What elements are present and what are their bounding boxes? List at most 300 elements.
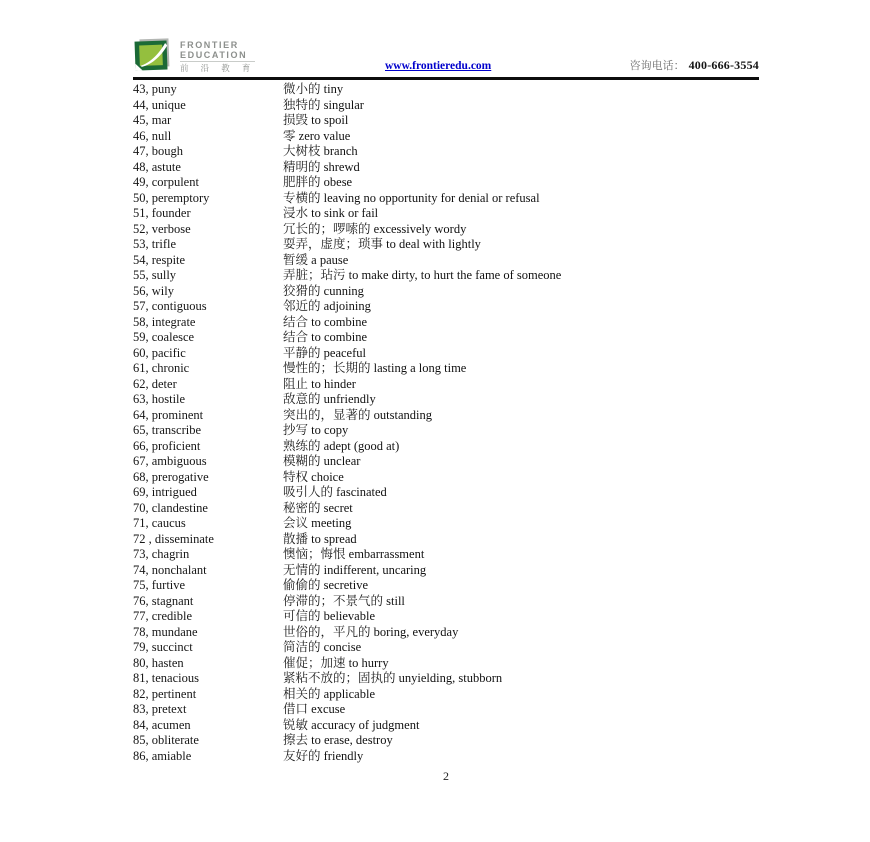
brand-name-chinese: 前 沿 教 育 (180, 63, 256, 73)
definition-chinese: 慢性的；长期的 (283, 361, 371, 375)
definition-chinese: 会议 (283, 516, 309, 530)
definition-chinese: 弄脏；玷污 (283, 268, 346, 282)
entry-definition-cell (283, 485, 759, 501)
definition-chinese: 懊恼；悔恨 (283, 547, 346, 561)
entry-word: obliterate (151, 733, 199, 747)
definition-english: choice (311, 469, 344, 484)
definition-chinese: 催促；加速 (283, 655, 346, 670)
definition-english: boring, everyday (373, 624, 459, 639)
entry-number: 85, (133, 733, 149, 747)
page-content (133, 40, 759, 784)
definition-english: excuse (311, 702, 346, 716)
entry-number: 81, (133, 671, 149, 685)
definition-english: embarrassment (348, 547, 425, 561)
entry-word-cell (133, 191, 283, 207)
entry-definition-cell (283, 268, 759, 284)
definition-english: branch (323, 144, 358, 158)
entry-word-cell (133, 718, 283, 734)
entry-word: astute (151, 159, 181, 174)
definition-chinese: 暂缓 (283, 252, 309, 267)
entry-number: 86, (133, 748, 149, 763)
definition-chinese: 阻止 (283, 376, 309, 391)
entry-definition-cell (283, 454, 759, 470)
entry-word-cell (133, 299, 283, 315)
entry-number: 64, (133, 407, 149, 422)
entry-word: nonchalant (151, 562, 207, 577)
definition-chinese: 停滞的；不景气的 (283, 593, 384, 608)
definition-chinese: 偷偷的 (283, 578, 321, 592)
vocab-row (133, 392, 759, 408)
entry-definition-cell (283, 377, 759, 393)
definition-chinese: 友好的 (283, 748, 321, 763)
entry-number: 83, (133, 702, 149, 716)
entry-word: credible (151, 609, 193, 623)
entry-number: 53, (133, 237, 149, 251)
definition-english: to spoil (311, 113, 349, 127)
definition-chinese: 秘密的 (283, 500, 321, 515)
entry-definition-cell (283, 392, 759, 408)
definition-chinese: 损毁 (283, 113, 309, 127)
vocab-row (133, 144, 759, 160)
brand-name-line1: FRONTIER (180, 40, 239, 50)
entry-number: 68, (133, 469, 149, 484)
entry-number: 70, (133, 500, 149, 515)
brand-logo (133, 38, 385, 74)
entry-definition-cell (283, 191, 759, 207)
entry-word-cell (133, 113, 283, 129)
definition-chinese: 敌意的 (283, 392, 321, 406)
entry-definition-cell (283, 284, 759, 300)
definition-english: obese (323, 175, 353, 189)
entry-word: prerogative (151, 469, 209, 484)
entry-number: 73, (133, 547, 149, 561)
vocab-row (133, 237, 759, 253)
definition-english: to deal with lightly (386, 237, 481, 251)
entry-definition-cell (283, 98, 759, 114)
vocab-row (133, 346, 759, 362)
entry-word-cell (133, 749, 283, 765)
vocab-list (133, 82, 759, 764)
entry-number: 43, (133, 82, 149, 96)
definition-chinese: 专横的 (283, 190, 321, 205)
entry-word-cell (133, 144, 283, 160)
vocab-row (133, 485, 759, 501)
entry-definition-cell (283, 749, 759, 765)
entry-number: 45, (133, 113, 149, 127)
definition-english: unclear (323, 454, 361, 468)
definition-chinese: 肥胖的 (283, 175, 321, 189)
entry-word: peremptory (151, 190, 210, 205)
entry-word: acumen (151, 717, 191, 732)
vocab-row (133, 625, 759, 641)
definition-english: believable (323, 609, 376, 623)
entry-word-cell (133, 315, 283, 331)
entry-definition-cell (283, 253, 759, 269)
definition-english: excessively wordy (373, 221, 467, 236)
entry-word-cell (133, 532, 283, 548)
definition-chinese: 锐敏 (283, 717, 309, 732)
entry-word: pertinent (151, 686, 197, 701)
phone-label: 咨询电话： (629, 60, 685, 72)
entry-word-cell (133, 98, 283, 114)
vocab-row (133, 439, 759, 455)
entry-word: pacific (151, 345, 186, 360)
vocab-row (133, 501, 759, 517)
entry-word: integrate (151, 314, 196, 329)
definition-chinese: 结合 (283, 314, 309, 329)
entry-number: 80, (133, 655, 149, 670)
definition-english: to combine (311, 314, 368, 329)
vocab-row (133, 82, 759, 98)
definition-chinese: 结合 (283, 330, 309, 344)
definition-chinese: 冗长的；啰嗦的 (283, 221, 371, 236)
entry-number: 44, (133, 97, 149, 112)
definition-english: secretive (323, 578, 369, 592)
definition-chinese: 紧粘不放的；固执的 (283, 671, 396, 685)
entry-word: succinct (151, 640, 193, 654)
entry-word: puny (151, 82, 177, 96)
entry-word-cell (133, 284, 283, 300)
entry-word-cell (133, 377, 283, 393)
definition-english: lasting a long time (373, 361, 467, 375)
entry-number: 56, (133, 283, 149, 298)
vocab-row (133, 98, 759, 114)
entry-definition-cell (283, 113, 759, 129)
entry-number: 50, (133, 190, 149, 205)
definition-english: tiny (323, 82, 344, 96)
definition-chinese: 可信的 (283, 609, 321, 623)
definition-english: friendly (323, 748, 364, 763)
definition-chinese: 抄写 (283, 423, 309, 437)
definition-chinese: 耍弄，虚度；琐事 (283, 237, 384, 251)
entry-word-cell (133, 175, 283, 191)
definition-english: outstanding (373, 407, 432, 422)
entry-word: caucus (151, 516, 186, 530)
entry-definition-cell (283, 718, 759, 734)
vocab-row (133, 377, 759, 393)
entry-word: chronic (151, 361, 190, 375)
entry-definition-cell (283, 516, 759, 532)
vocab-row (133, 206, 759, 222)
entry-word-cell (133, 640, 283, 656)
entry-definition-cell (283, 702, 759, 718)
vocab-row (133, 191, 759, 207)
entry-definition-cell (283, 547, 759, 563)
entry-number: 67, (133, 454, 149, 468)
header (133, 40, 759, 80)
entry-number: 61, (133, 361, 149, 375)
entry-number: 84, (133, 717, 149, 732)
entry-definition-cell (283, 733, 759, 749)
definition-english: indifferent, uncaring (323, 562, 427, 577)
entry-word-cell (133, 625, 283, 641)
entry-word-cell (133, 392, 283, 408)
definition-english: still (386, 593, 405, 608)
vocab-row (133, 702, 759, 718)
entry-definition-cell (283, 346, 759, 362)
vocab-row (133, 330, 759, 346)
entry-word-cell (133, 671, 283, 687)
vocab-row (133, 656, 759, 672)
entry-definition-cell (283, 625, 759, 641)
entry-definition-cell (283, 82, 759, 98)
vocab-row (133, 284, 759, 300)
vocab-row (133, 222, 759, 238)
definition-chinese: 吸引人的 (283, 485, 334, 499)
entry-word-cell (133, 470, 283, 486)
entry-word: hasten (151, 655, 184, 670)
entry-word: tenacious (151, 671, 199, 685)
vocab-row (133, 268, 759, 284)
entry-number: 58, (133, 314, 149, 329)
vocab-row (133, 578, 759, 594)
entry-word: contiguous (151, 299, 207, 313)
vocab-row (133, 113, 759, 129)
entry-word-cell (133, 237, 283, 253)
entry-definition-cell (283, 563, 759, 579)
definition-chinese: 特权 (283, 469, 309, 484)
entry-definition-cell (283, 144, 759, 160)
entry-word: hostile (151, 392, 186, 406)
definition-english: cunning (323, 283, 364, 298)
entry-word-cell (133, 253, 283, 269)
entry-number: 78, (133, 624, 149, 639)
vocab-row (133, 532, 759, 548)
entry-definition-cell (283, 315, 759, 331)
phone-info (630, 58, 759, 73)
entry-number: 47, (133, 144, 149, 158)
entry-word: bough (151, 144, 183, 158)
definition-english: accuracy of judgment (311, 717, 420, 732)
entry-word-cell (133, 129, 283, 145)
definition-english: to hurry (348, 655, 389, 670)
entry-word: stagnant (151, 593, 194, 608)
entry-word-cell (133, 594, 283, 610)
brand-name-line2: EDUCATION (180, 50, 248, 60)
entry-word-cell (133, 454, 283, 470)
definition-chinese: 邻近的 (283, 299, 321, 313)
definition-english: peaceful (323, 345, 366, 360)
entry-definition-cell (283, 609, 759, 625)
definition-english: applicable (323, 686, 376, 701)
vocab-row (133, 315, 759, 331)
vocab-row (133, 361, 759, 377)
definition-chinese: 散播 (283, 531, 309, 546)
entry-word: founder (151, 206, 191, 220)
vocab-row (133, 718, 759, 734)
entry-definition-cell (283, 594, 759, 610)
vocab-row (133, 749, 759, 765)
entry-word-cell (133, 346, 283, 362)
definition-chinese: 独特的 (283, 97, 321, 112)
entry-definition-cell (283, 687, 759, 703)
entry-number: 55, (133, 268, 149, 282)
definition-chinese: 模糊的 (283, 454, 321, 468)
definition-chinese: 平静的 (283, 345, 321, 360)
definition-english: concise (323, 640, 362, 654)
vocab-row (133, 687, 759, 703)
definition-chinese: 擦去 (283, 733, 309, 747)
entry-word-cell (133, 160, 283, 176)
entry-word: unique (151, 97, 186, 112)
entry-word: coalesce (151, 330, 195, 344)
entry-word: trifle (151, 237, 177, 251)
entry-number: 51, (133, 206, 149, 220)
definition-english: to erase, destroy (311, 733, 393, 747)
entry-word-cell (133, 206, 283, 222)
entry-word-cell (133, 439, 283, 455)
entry-number: 71, (133, 516, 149, 530)
vocab-row (133, 609, 759, 625)
entry-definition-cell (283, 578, 759, 594)
entry-word: chagrin (151, 547, 190, 561)
entry-definition-cell (283, 470, 759, 486)
definition-chinese: 大树枝 (283, 144, 321, 158)
entry-definition-cell (283, 423, 759, 439)
entry-word: clandestine (151, 500, 208, 515)
entry-definition-cell (283, 408, 759, 424)
entry-number: 75, (133, 578, 149, 592)
entry-number: 69, (133, 485, 149, 499)
entry-word-cell (133, 82, 283, 98)
vocab-row (133, 640, 759, 656)
entry-number: 82, (133, 686, 149, 701)
definition-chinese: 熟练的 (283, 438, 321, 453)
entry-word-cell (133, 687, 283, 703)
entry-word: proficient (151, 438, 201, 453)
entry-number: 57, (133, 299, 149, 313)
entry-word-cell (133, 578, 283, 594)
entry-number: 48, (133, 159, 149, 174)
definition-chinese: 借口 (283, 702, 309, 716)
entry-word: null (151, 128, 172, 143)
entry-word: mar (151, 113, 172, 127)
definition-chinese: 浸水 (283, 206, 309, 220)
vocab-row (133, 129, 759, 145)
entry-number: 63, (133, 392, 149, 406)
vocab-row (133, 733, 759, 749)
entry-word-cell (133, 330, 283, 346)
entry-word: transcribe (151, 423, 202, 437)
vocab-row (133, 563, 759, 579)
definition-english: secret (323, 500, 353, 515)
phone-number: 400-666-3554 (688, 58, 759, 72)
definition-english: to hinder (311, 376, 356, 391)
definition-chinese: 零 (283, 128, 296, 143)
definition-chinese: 简洁的 (283, 640, 321, 654)
definition-chinese: 精明的 (283, 159, 321, 174)
entry-word-cell (133, 423, 283, 439)
entry-number: 62, (133, 376, 149, 391)
definition-chinese: 微小的 (283, 82, 321, 96)
entry-number: 60, (133, 345, 149, 360)
entry-definition-cell (283, 361, 759, 377)
vocab-row (133, 547, 759, 563)
vocab-row (133, 470, 759, 486)
entry-definition-cell (283, 206, 759, 222)
vocab-row (133, 299, 759, 315)
definition-english: fascinated (336, 485, 387, 499)
definition-english: to combine (311, 330, 368, 344)
entry-number: 54, (133, 252, 149, 267)
entry-word-cell (133, 361, 283, 377)
entry-definition-cell (283, 532, 759, 548)
definition-english: adjoining (323, 299, 371, 313)
entry-word: sully (151, 268, 177, 282)
vocab-row (133, 454, 759, 470)
entry-word-cell (133, 656, 283, 672)
entry-word-cell (133, 547, 283, 563)
vocab-row (133, 594, 759, 610)
vocab-row (133, 423, 759, 439)
entry-definition-cell (283, 501, 759, 517)
vocab-row (133, 175, 759, 191)
entry-definition-cell (283, 237, 759, 253)
entry-word: furtive (151, 578, 186, 592)
entry-word-cell (133, 702, 283, 718)
entry-definition-cell (283, 330, 759, 346)
frontier-education-logo-icon (133, 38, 171, 72)
definition-english: to copy (311, 423, 349, 437)
entry-number: 74, (133, 562, 149, 577)
entry-word: deter (151, 376, 177, 391)
vocab-row (133, 253, 759, 269)
definition-english: zero value (298, 128, 351, 143)
entry-number: 46, (133, 128, 149, 143)
entry-word: respite (151, 252, 186, 267)
definition-chinese: 无情的 (283, 562, 321, 577)
entry-number: 49, (133, 175, 149, 189)
entry-word-cell (133, 485, 283, 501)
entry-definition-cell (283, 671, 759, 687)
entry-word: pretext (151, 702, 187, 716)
entry-definition-cell (283, 175, 759, 191)
entry-word: disseminate (154, 531, 214, 546)
definition-english: to sink or fail (311, 206, 379, 220)
vocab-row (133, 671, 759, 687)
definition-english: unyielding, stubborn (398, 671, 503, 685)
entry-word: mundane (151, 624, 198, 639)
page-number: 2 (443, 769, 449, 783)
entry-word-cell (133, 609, 283, 625)
entry-word: prominent (151, 407, 204, 422)
definition-english: to spread (311, 531, 357, 546)
definition-english: a pause (311, 252, 349, 267)
definition-chinese: 相关的 (283, 686, 321, 701)
website-link[interactable]: www.frontieredu.com (385, 60, 492, 72)
entry-word: ambiguous (151, 454, 207, 468)
entry-number: 77, (133, 609, 149, 623)
entry-number: 72 , (133, 531, 152, 546)
entry-definition-cell (283, 129, 759, 145)
entry-word-cell (133, 516, 283, 532)
entry-definition-cell (283, 160, 759, 176)
entry-definition-cell (283, 299, 759, 315)
entry-word-cell (133, 733, 283, 749)
vocab-row (133, 516, 759, 532)
entry-definition-cell (283, 439, 759, 455)
definition-english: shrewd (323, 159, 360, 174)
entry-number: 66, (133, 438, 149, 453)
definition-chinese: 世俗的，平凡的 (283, 624, 371, 639)
definition-english: leaving no opportunity for denial or refusal (323, 190, 540, 205)
definition-chinese: 狡猾的 (283, 283, 321, 298)
entry-word-cell (133, 408, 283, 424)
vocab-row (133, 160, 759, 176)
entry-word: amiable (151, 748, 192, 763)
entry-number: 59, (133, 330, 149, 344)
entry-number: 65, (133, 423, 149, 437)
